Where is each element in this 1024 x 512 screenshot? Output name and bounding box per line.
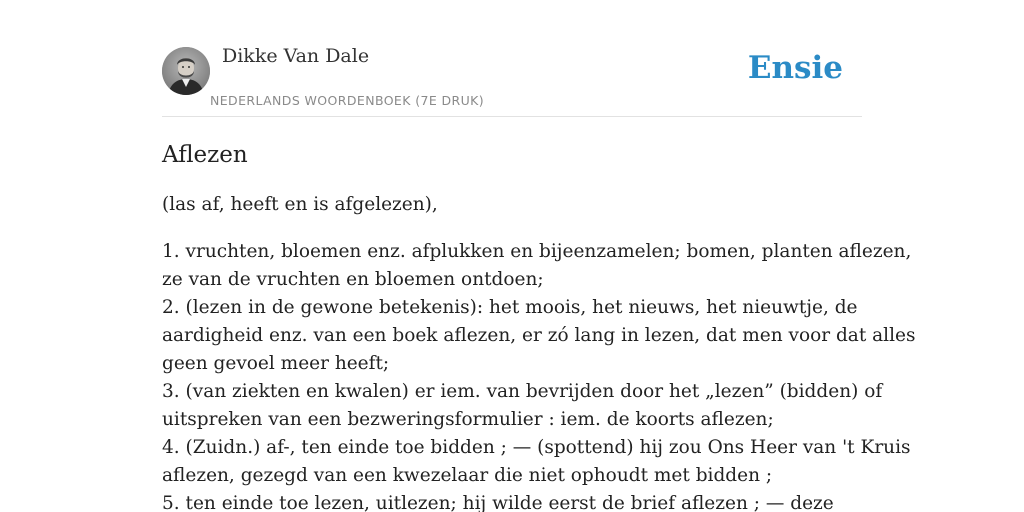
grammar-info: (las af, heeft en is afgelezen), <box>162 194 438 215</box>
definition-line: geen gevoel meer heeft; <box>162 353 390 374</box>
portrait-image <box>162 47 210 95</box>
definition-line: aardigheid enz. van een boek aflezen, er zó lang in lezen, dat men voor dat alles <box>162 325 916 346</box>
entry-title: Aflezen <box>162 142 248 168</box>
definition-line: 1. vruchten, bloemen enz. afplukken en bijeenzamelen; bomen, planten aflezen, <box>162 241 912 262</box>
author-avatar[interactable] <box>162 47 210 95</box>
author-name[interactable]: Dikke Van Dale <box>222 45 370 67</box>
definition-line: 5. ten einde toe lezen, uitlezen; hij wilde eerst de brief aflezen ; — deze <box>162 493 834 512</box>
site-header <box>162 0 862 117</box>
definition-line: 3. (van ziekten en kwalen) er iem. van bevrijden door het „lezen” (bidden) of <box>162 381 883 402</box>
definition-line: 4. (Zuidn.) af-, ten einde toe bidden ; — (spottend) hij zou Ons Heer van 't Kruis <box>162 437 911 458</box>
definition-line: 2. (lezen in de gewone betekenis): het moois, het nieuws, het nieuwtje, de <box>162 297 858 318</box>
definition-line: uitspreken van een bezweringsformulier : iem. de koorts aflezen; <box>162 409 774 430</box>
definitions <box>162 238 916 512</box>
definition-line: aflezen, gezegd van een kwezelaar die niet ophoudt met bidden ; <box>162 465 773 486</box>
definition-line: ze van de vruchten en bloemen ontdoen; <box>162 269 544 290</box>
dictionary-subtitle[interactable]: NEDERLANDS WOORDENBOEK (7E DRUK) <box>210 93 485 108</box>
brand-logo[interactable]: Ensie <box>747 50 843 86</box>
entry-content <box>162 128 916 512</box>
